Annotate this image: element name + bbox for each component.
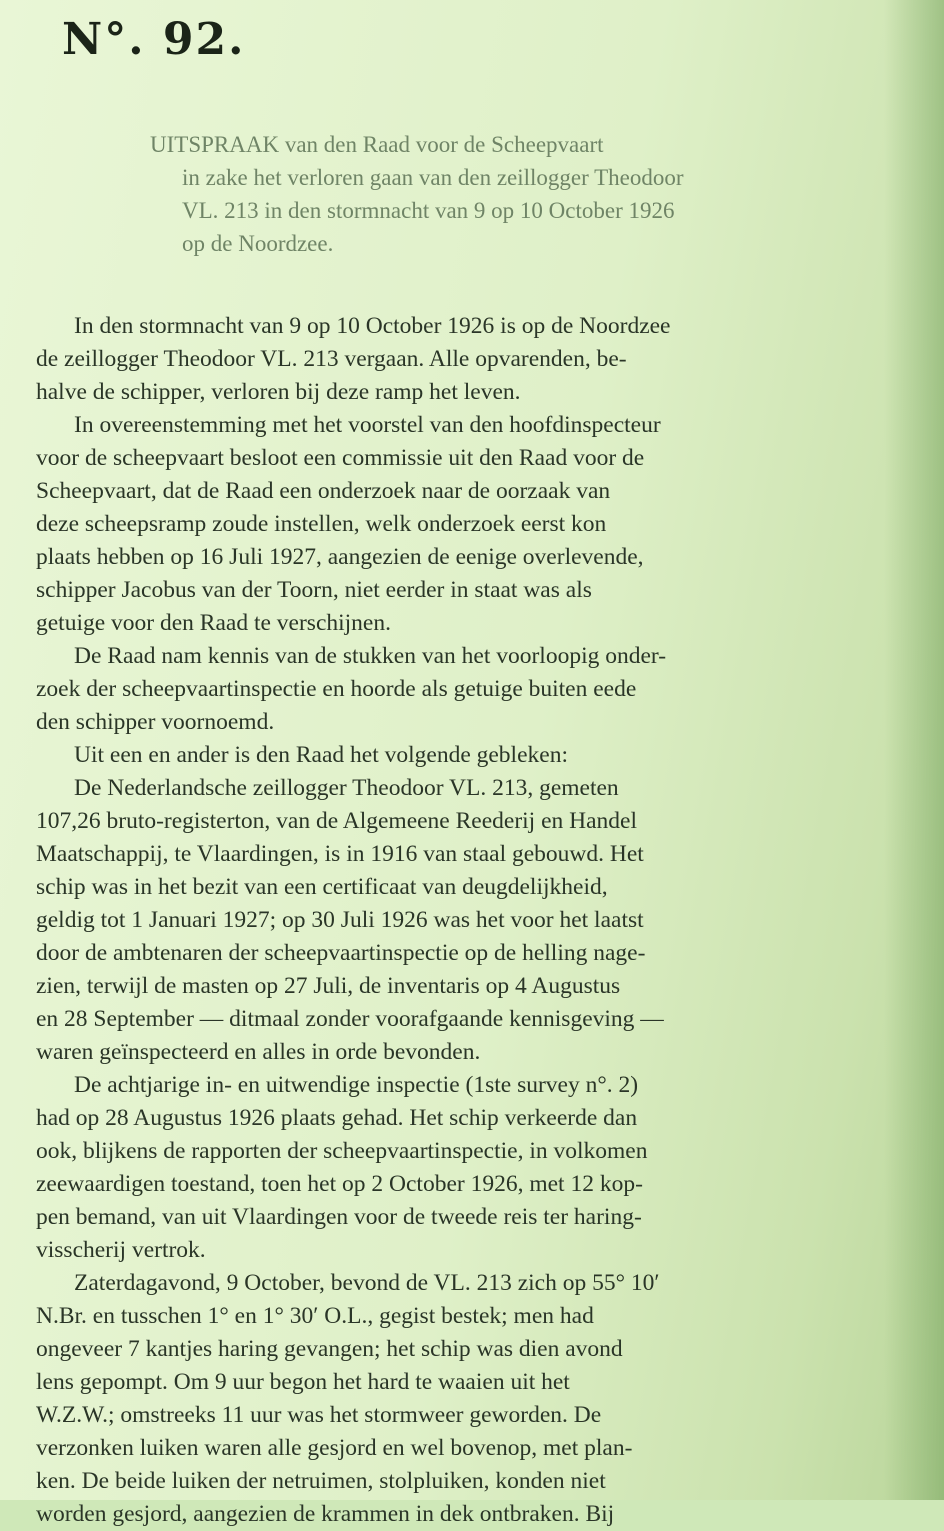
body-line: waren geïnspecteerd en alles in orde bevonden. [36,1039,481,1065]
document-heading [150,128,900,260]
body-line: ook, blijkens de rapporten der scheepvaartinspectie, in volkomen [36,1138,648,1164]
body-line: Maatschappij, te Vlaardingen, is in 1916 van staal gebouwd. Het [36,841,644,867]
body-line: Uit een en ander is den Raad het volgende gebleken: [74,742,568,768]
body-line: visscherij vertrok. [36,1237,206,1263]
body-line: ongeveer 7 kantjes haring gevangen; het schip was dien avond [36,1336,623,1362]
body-line: getuige voor den Raad te verschijnen. [36,610,391,636]
body-line: In den stormnacht van 9 op 10 October 1926 is op de Noordzee [74,313,671,339]
body-line: In overeenstemming met het voorstel van den hoofdinspecteur [74,412,661,438]
body-line: 107,26 bruto-registerton, van de Algemeene Reederij en Handel [36,808,638,834]
body-line: De Nederlandsche zeillogger Theodoor VL. 213, gemeten [74,775,619,801]
body-line: verzonken luiken waren alle gesjord en wel bovenop, met plan- [36,1435,633,1461]
body-line: voor de scheepvaart besloot een commissie uit den Raad voor de [36,445,645,471]
body-line: den schipper voornoemd. [36,709,275,735]
heading-line: op de Noordzee. [182,231,334,256]
body-line: worden gesjord, aangezien de krammen in dek ontbraken. Bij [36,1501,615,1527]
body-line: de zeillogger Theodoor VL. 213 vergaan. Alle opvarenden, be- [36,346,627,372]
body-line: De achtjarige in- en uitwendige inspectie (1ste survey n°. 2) [74,1072,639,1098]
body-line: De Raad nam kennis van de stukken van het voorloopig onder- [74,643,667,669]
body-line: Scheepvaart, dat de Raad een onderzoek naar de oorzaak van [36,478,611,504]
document-number: N°. 92. [62,14,246,65]
body-line: geldig tot 1 Januari 1927; op 30 Juli 1926 was het voor het laatst [36,907,644,933]
body-line: schip was in het bezit van een certificaat van deugdelijkheid, [36,874,608,900]
body-line: en 28 September — ditmaal zonder voorafgaande kennisgeving — [36,1006,664,1032]
body-line: halve de schipper, verloren bij deze ramp het leven. [36,379,521,405]
heading-line: UITSPRAAK van den Raad voor de Scheepvaart [150,132,604,157]
body-line: had op 28 Augustus 1926 plaats gehad. Het schip verkeerde dan [36,1105,638,1131]
document-body [36,310,906,1531]
heading-line: VL. 213 in den stormnacht van 9 op 10 October 1926 [182,198,675,223]
body-line: schipper Jacobus van der Toorn, niet eerder in staat was als [36,577,592,603]
body-line: deze scheepsramp zoude instellen, welk onderzoek eerst kon [36,511,607,537]
body-line: door de ambtenaren der scheepvaartinspectie op de helling nage- [36,940,646,966]
body-line: plaats hebben op 16 Juli 1927, aangezien de eenige overlevende, [36,544,644,570]
heading-line: in zake het verloren gaan van den zeillogger Theodoor [182,165,684,190]
body-line: W.Z.W.; omstreeks 11 uur was het stormweer geworden. De [36,1402,602,1428]
body-line: N.Br. en tusschen 1° en 1° 30′ O.L., gegist bestek; men had [36,1303,594,1329]
body-line: lens gepompt. Om 9 uur begon het hard te waaien uit het [36,1369,570,1395]
body-line: zoek der scheepvaartinspectie en hoorde als getuige buiten eede [36,676,637,702]
body-line: Zaterdagavond, 9 October, bevond de VL. 213 zich op 55° 10′ [74,1270,660,1296]
body-line: ken. De beide luiken der netruimen, stolpluiken, konden niet [36,1468,606,1494]
body-line: zeewaardigen toestand, toen het op 2 October 1926, met 12 kop- [36,1171,643,1197]
body-line: pen bemand, van uit Vlaardingen voor de tweede reis ter haring- [36,1204,642,1230]
body-line: zien, terwijl de masten op 27 Juli, de inventaris op 4 Augustus [36,973,621,999]
